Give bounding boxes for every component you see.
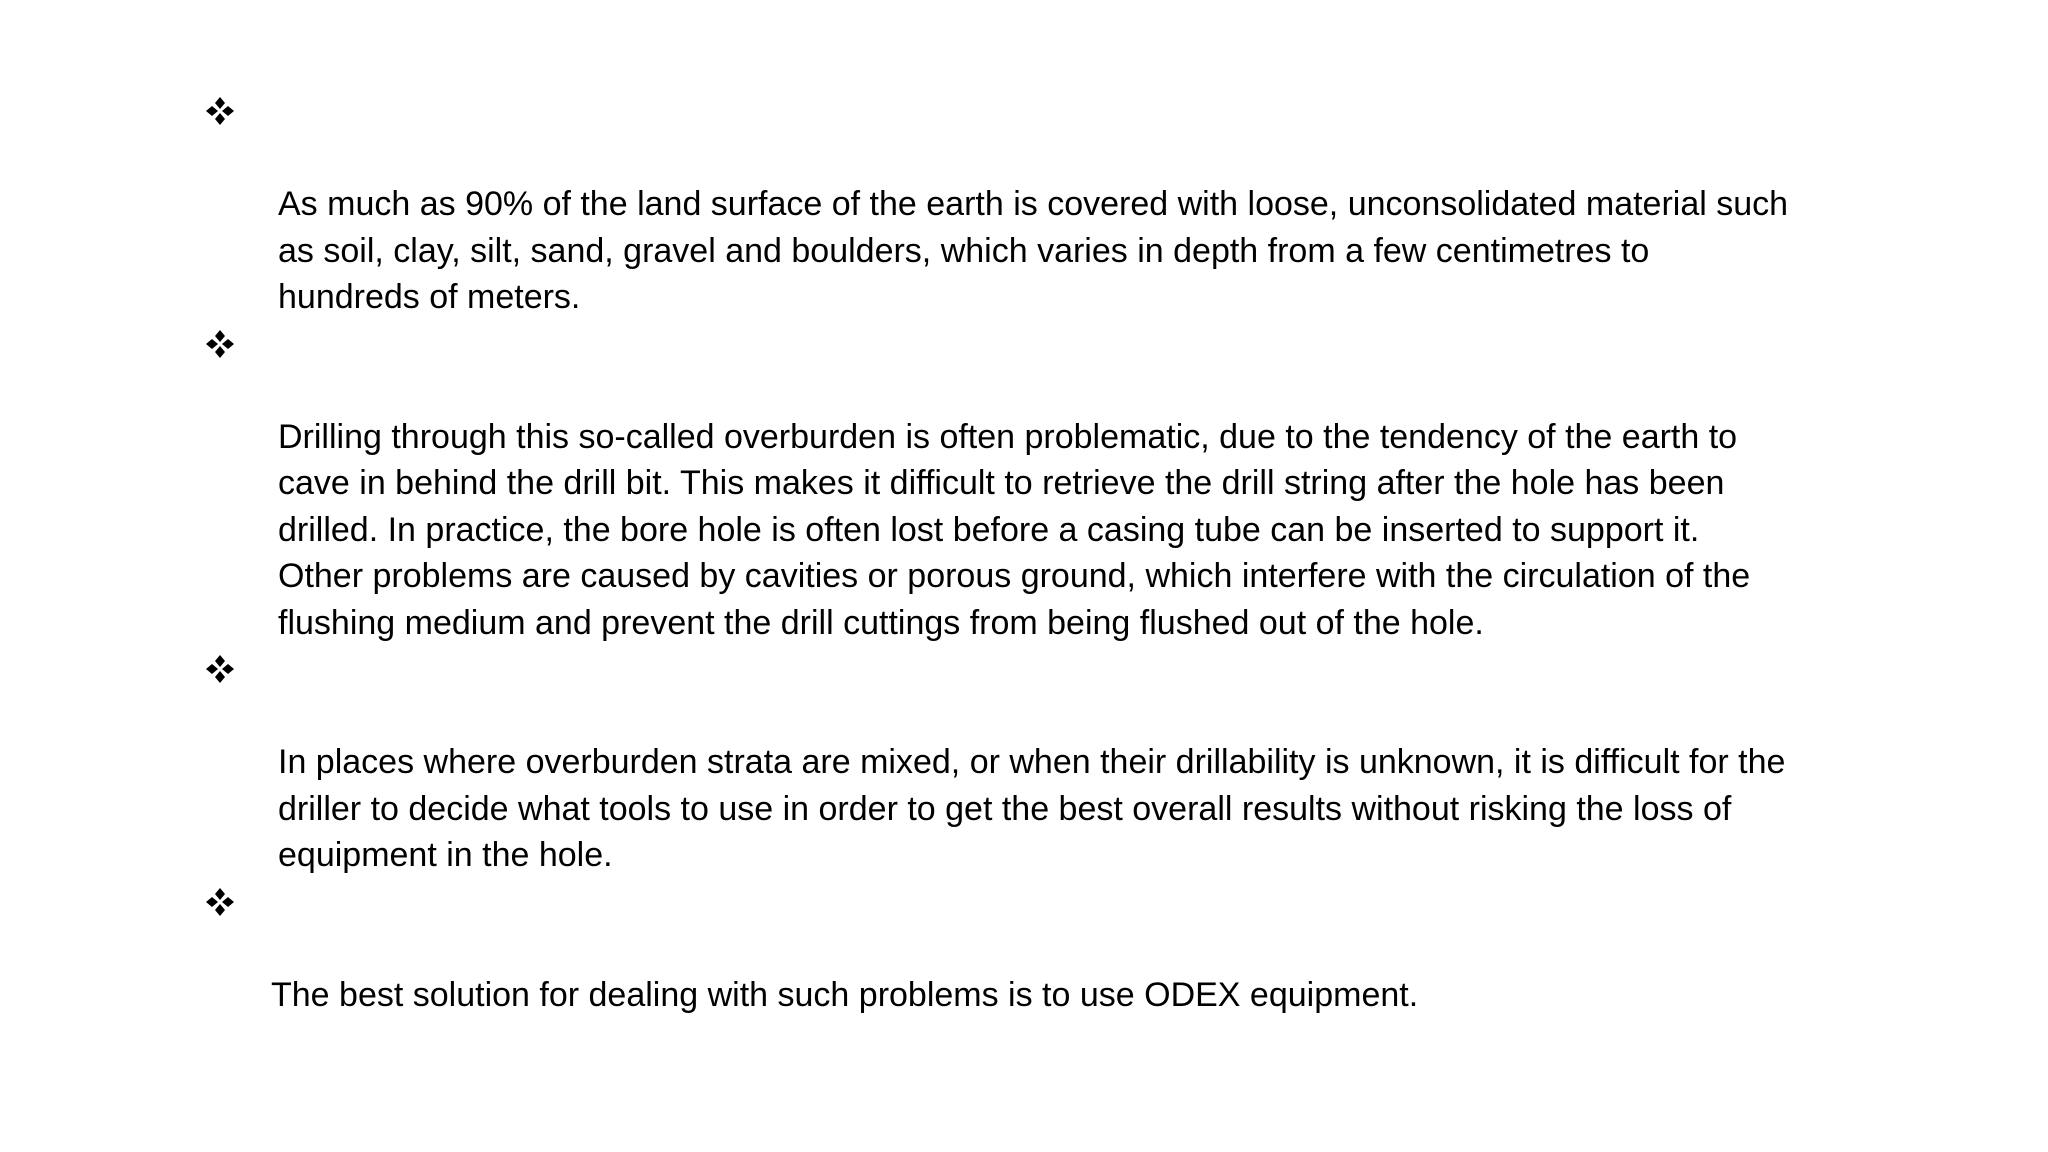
bullet-text: As much as 90% of the land surface of the earth is covered with loose, unconsolidated material such as soil, clay, silt, sand, gravel and boulders, which varies in depth from a few centimetres to hundreds of meters. xyxy=(278,185,1789,316)
four-diamond-bullet-icon xyxy=(200,646,240,692)
four-diamond-bullet-icon xyxy=(200,88,240,134)
bullet-item xyxy=(200,321,1900,647)
bullet-list xyxy=(200,88,1900,1018)
bullet-item xyxy=(200,879,1900,1019)
four-diamond-bullet-icon xyxy=(200,321,240,367)
bullet-item xyxy=(200,646,1900,879)
bullet-text: In places where overburden strata are mixed, or when their drillability is unknown, it is difficult for the driller to decide what tools to use in order to get the best overall results without risking the loss of equipment in the hole. xyxy=(278,743,1786,874)
bullet-text: The best solution for dealing with such problems is to use ODEX equipment. xyxy=(271,975,1419,1014)
bullet-text: Drilling through this so-called overburden is often problematic, due to the tendency of the earth to cave in behind the drill bit. This makes it difficult to retrieve the drill string after the hole has been drilled. In practice, the bore hole is often lost before a casing tube can be inserted to support it. Other problems are caused by cavities or porous ground, which interfere with the circulation of the flushing medium and prevent the drill cuttings from being flushed out of the hole. xyxy=(278,417,1751,642)
four-diamond-bullet-icon xyxy=(200,879,240,925)
bullet-item xyxy=(200,88,1900,321)
